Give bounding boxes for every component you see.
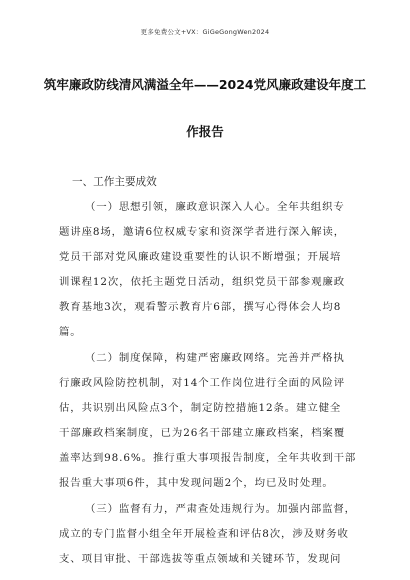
document-title-line-1: 筑牢廉政防线清风满溢全年——2024党风廉政建设年度工 (43, 77, 367, 92)
paragraph-line: 教育基地3次，观看警示教育片6部，撰写心得体会人均8 (59, 301, 342, 313)
paragraph-line: 报告重大事项6件，其中发现问题2个，均已及时处理。 (59, 477, 334, 489)
document-title-line-2: 作报告 (186, 124, 224, 139)
paragraph-line: 行廉政风险防控机制，对14个工作岗位进行全面的风险评 (59, 377, 345, 389)
paragraph-line: 成立的专门监督小组全年开展检查和评估8次，涉及财务收 (59, 528, 349, 540)
paragraph-line: 篇。 (59, 326, 82, 338)
paragraph-line: 题讲座8场，邀请6位权威专家和资深学者进行深入解读， (59, 226, 345, 238)
paragraph-line: （三）监督有力，严肃查处违规行为。加强内部监督， (85, 503, 356, 515)
paragraph-line: 训课程12次，依托主题党日活动，组织党员干部参观廉政 (59, 276, 345, 288)
paragraph-line: 支、项目审批、干部选拔等重点领域和关键环节，发现问 (59, 553, 342, 565)
paragraph-line: 盖率达到98.6%。推行重大事项报告制度，全年共收到干部 (59, 452, 357, 464)
paragraph-line: （一）思想引领，廉政意识深入人心。全年共组织专 (85, 201, 345, 213)
header-note: 更多免费公文+VX：GiGeGongWen2024 (140, 28, 270, 36)
section-heading: 一、工作主要成效 (72, 176, 157, 188)
paragraph-line: 干部廉政档案制度，已为26名干部建立廉政档案，档案覆 (59, 427, 345, 439)
paragraph-line: 估，共识别出风险点3个，制定防控措施12条。建立健全 (59, 402, 342, 414)
paragraph-line: 党员干部对党风廉政建设重要性的认识不断增强；开展培 (59, 251, 342, 263)
paragraph-line: （二）制度保障，构建严密廉政网络。完善并严格执 (85, 352, 345, 364)
